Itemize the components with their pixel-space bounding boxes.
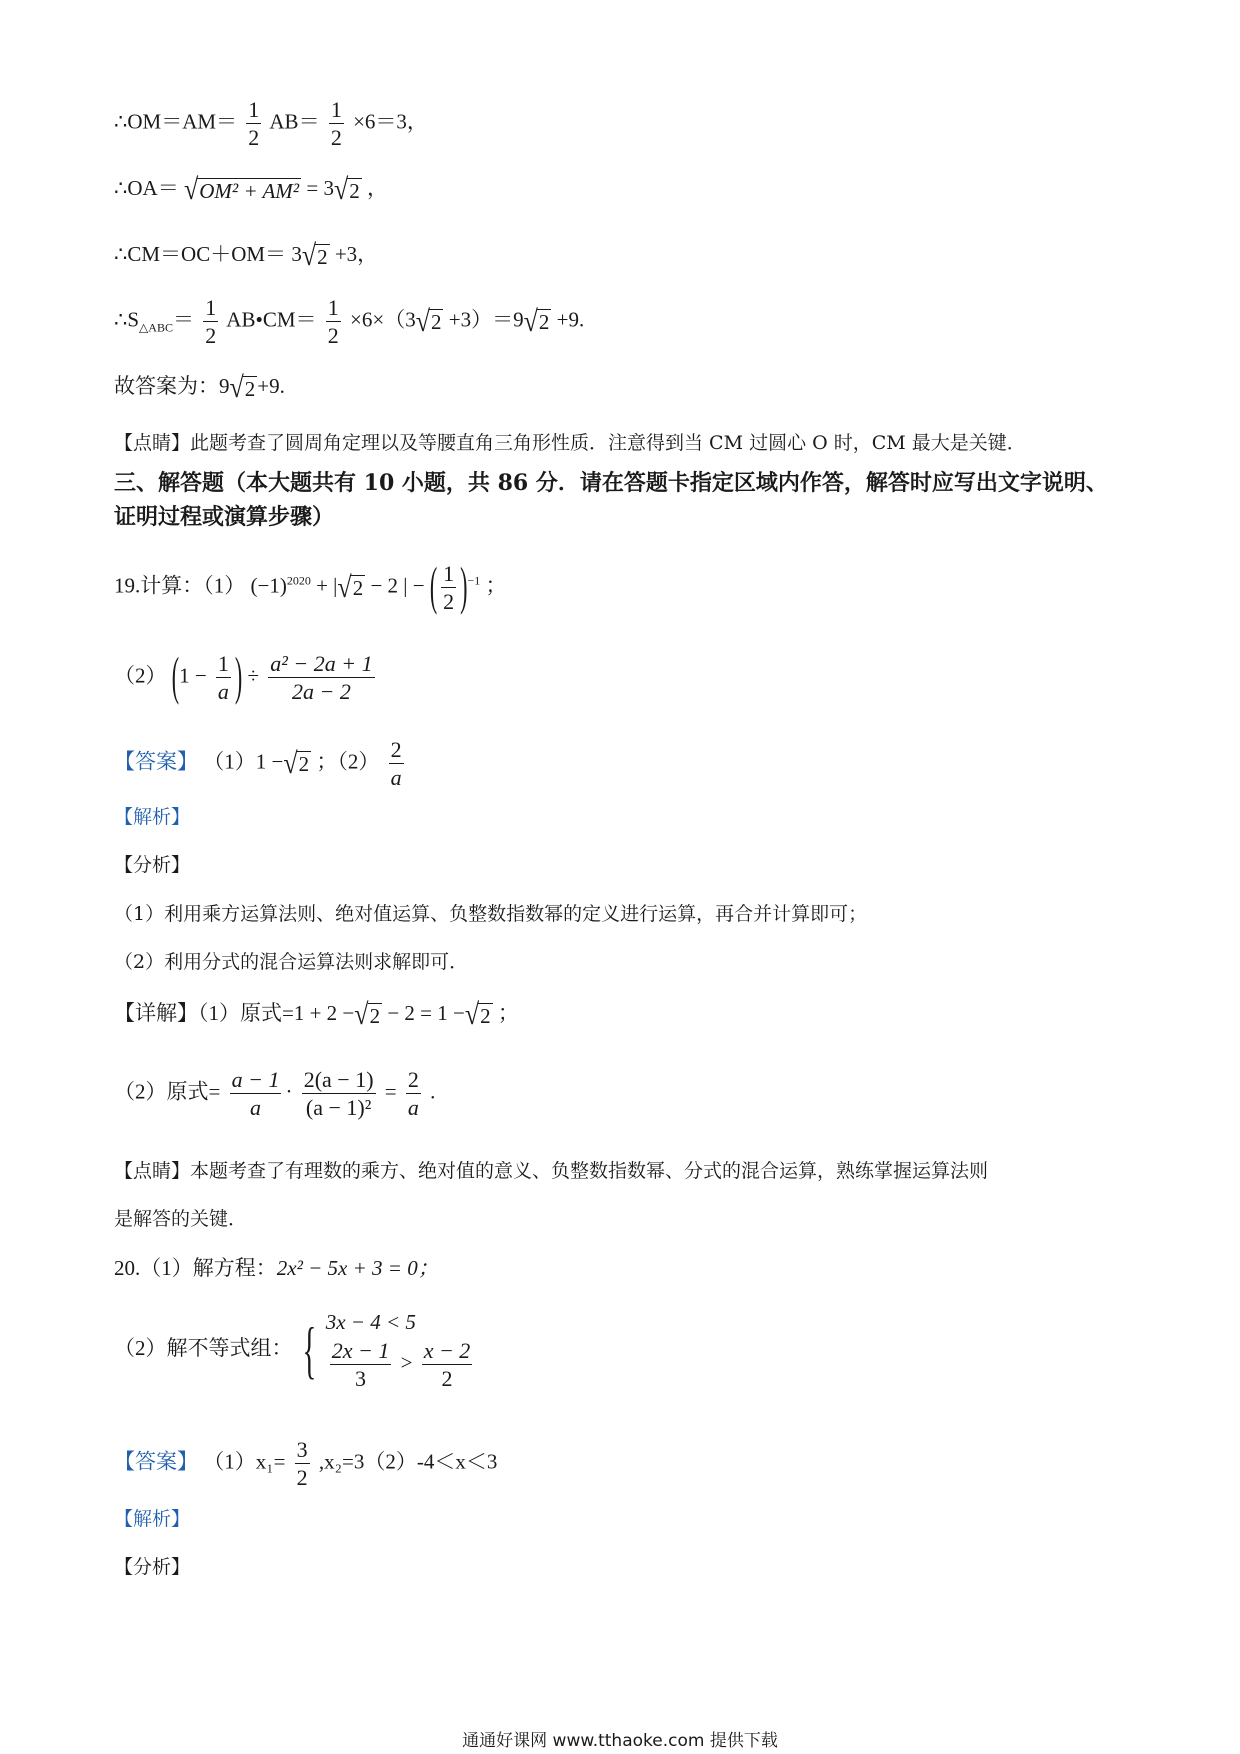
jiexi-label-20: 【解析】 [114,1508,191,1530]
analysis-19-2: （2）利用分式的混合运算法则求解即可． [114,951,469,973]
detail-19-1: 【详解】（1）原式=1 + 2 − √ 2 − 2 = 1 − √ 2 ； [114,997,519,1032]
analysis-19-1: （1）利用乘方运算法则、绝对值运算、负整数指数幂的定义进行运算，再合并计算即可； [114,903,868,925]
solution-line-area: $\therefore S_{\triangle ABC}=$ $\frac{1}{2}$ AB•CM＝ $\frac{1}{2}$ ×6×（3 √ 2 +3）＝9 √ 2 +9. [114,295,585,349]
fenxi-label-20: 【分析】 [114,1556,191,1578]
question-19-part2: （2） (1 − $\frac{1}{a}$ ) ÷ $\frac{\text{a² − 2a + 1}}{2a - 2}$ [114,645,373,706]
solution-line-oa: ∴OA＝ √ OM² + AM² = 3 √ 2 ， [114,172,388,207]
section-heading: 三、解答题（本大题共有 10 小题，共 86 分．请在答题卡指定区域内作答，解答时应写出文字说明、证明过程或演算步骤） [114,470,1108,531]
page-footer: 通通好课网 www.tthaoke.com 提供下载 [462,1731,778,1751]
final-answer: 故答案为：9 √ 2 +9. [114,370,285,405]
question-20-part1: 20.（1）解方程：2x² − 5x + 3 = 0； [114,1256,439,1280]
answer-20: 【答案】 （1）x₁= $\frac{3}{2}$ ,x₂=3（2）-4＜x＜3 [114,1437,498,1491]
dianjing-note-19-line2: 是解答的关键． [114,1208,248,1230]
solution-line-cm: ∴CM＝OC＋OM＝ 3 √ 2 +3， [114,238,379,273]
jiexi-label-19: 【解析】 [114,806,191,828]
dianjing-note-19-line1: 【点睛】本题考查了有理数的乘方、绝对值的意义、负整数指数幂、分式的混合运算，熟练掌握运算法则 [114,1160,989,1182]
fenxi-label-19: 【分析】 [114,854,191,876]
solution-line-om-am: ∴OM＝AM＝ $\frac{1}{2}$ AB＝ $\frac{1}{2}$ ×6＝3， [114,97,428,151]
detail-19-2: （2）原式= $\frac{a - 1}{a}$ · $\frac{2(a - 1)}{\text{(a − 1)²}}$ = $\frac{2}{a}$ . [114,1067,436,1121]
answer-19: 【答案】 （1）1 − √ 2 ；（2） $\frac{2}{a}$ [114,737,402,791]
question-20-part2: （2）解不等式组： { 3x − 4 < 5 $\frac{2x - 1}{3}$ > $\frac{x - 2}{2}$ [114,1310,471,1392]
dianjing-note: 【点睛】此题考查了圆周角定理以及等腰直角三角形性质．注意得到当 CM 过圆心 O 时，CM 最大是关键． [114,432,1026,454]
question-19-part1: 19.计算：（1） $(-1)^{2020}$ + | √ 2 − 2 | − ( $\frac{1}{2}$ )$^{-1}$ ； [114,555,507,616]
